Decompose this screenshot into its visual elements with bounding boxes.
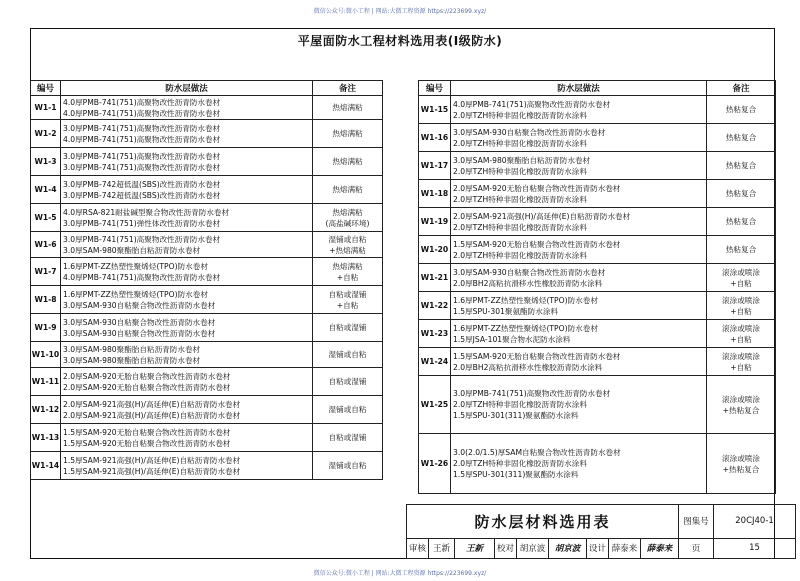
row-code: W1-3 [31,148,61,176]
row-method [451,292,707,320]
row-method [61,96,313,120]
row-note [707,152,776,180]
table-row [31,452,383,480]
check-label: 校对 [495,538,517,558]
note-line: 滚涂或喷涂 [722,295,760,305]
row-method [61,204,313,232]
row-code: W1-13 [31,424,61,452]
row-code: W1-8 [31,286,61,314]
review-name: 王新 [429,538,455,558]
note-line: +自粘 [336,272,359,282]
note-line: 湿铺或自粘 [328,234,367,244]
row-note [313,120,383,148]
method-line: 3.0厚SAM-930自粘聚合物改性沥青防水卷材 [453,127,606,137]
note-line: 自粘或湿铺 [328,289,367,299]
table-row [31,232,383,258]
note-line: +自粘 [730,278,752,288]
row-code: W1-14 [31,452,61,480]
method-line: 4.0厚RSA-821耐盐碱型聚合物改性沥青防水卷材 [63,207,230,217]
method-line: 2.0厚TZH特种非固化橡胶沥青防水涂料 [453,459,587,468]
atlas-number: 20CJ40-1 [714,505,796,539]
method-line: 3.0厚SAM-930自粘聚合物改性沥青防水卷材 [63,300,216,310]
row-method [451,348,707,376]
check-name: 胡京波 [517,538,549,558]
row-method [61,286,313,314]
row-code: W1-19 [419,208,451,236]
atlas-label: 图集号 [679,505,714,539]
row-method [451,180,707,208]
table-row [419,376,776,434]
row-method [451,96,707,124]
table-row [419,208,776,236]
row-note [313,424,383,452]
method-line: 3.0厚PMB-742超低温(SBS)改性沥青防水卷材 [63,190,221,200]
note-line: +热熔满粘 [329,245,366,255]
note-line: 热熔满粘 [332,185,363,194]
note-line: 湿铺或自粘 [328,350,367,359]
design-name: 薛泰来 [609,538,641,558]
row-note [707,96,776,124]
note-line: 热粘复合 [725,133,757,142]
header-code: 编号 [419,81,451,96]
page-number: 15 [714,538,796,558]
header-method: 防水层做法 [61,81,313,96]
review-signature: 王新 [455,538,495,558]
note-line: 自粘或湿铺 [328,323,367,332]
row-method [61,314,313,342]
row-note [313,452,383,480]
method-line: 2.0厚SAM-921高强(H)/高延伸(E)自粘沥青防水卷材 [63,410,241,420]
row-code: W1-23 [419,320,451,348]
row-note [313,176,383,204]
row-note [313,368,383,396]
method-line: 1.5厚SAM-920无胎自粘聚合物改性沥青防水卷材 [453,351,621,361]
design-signature: 薛泰来 [641,538,679,558]
method-line: 1.5厚SAM-921高强(H)/高延伸(E)自粘沥青防水卷材 [63,466,241,476]
note-line: 热熔满粘 [332,207,363,217]
method-line: 1.5厚SAM-921高强(H)/高延伸(E)自粘沥青防水卷材 [63,455,241,465]
note-line: 滚涂或喷涂 [722,267,760,277]
row-method [451,434,707,494]
method-line: 3.0厚SAM-930自粘聚合物改性沥青防水卷材 [63,328,216,338]
row-code: W1-9 [31,314,61,342]
method-line: 1.6厚PMT-ZZ热塑性聚烯烃(TPO)防水卷材 [63,289,208,299]
materials-table-right [418,80,776,494]
header-note: 备注 [707,81,776,96]
method-line: 2.0厚SAM-920无胎自粘聚合物改性沥青防水卷材 [453,183,621,193]
method-line: 4.0厚PMB-741(751)高聚物改性沥青防水卷材 [453,99,611,109]
row-method [61,452,313,480]
method-line: 1.6厚PMT-ZZ热塑性聚烯烃(TPO)防水卷材 [453,295,598,305]
method-line: 4.0厚PMB-741(751)高聚物改性沥青防水卷材 [63,97,221,107]
row-method [451,208,707,236]
note-line: 自粘或湿铺 [328,433,367,442]
table-row [419,348,776,376]
table-row [419,292,776,320]
row-code: W1-11 [31,368,61,396]
table-row [31,258,383,286]
row-note [313,204,383,232]
row-code: W1-20 [419,236,451,264]
row-method [451,236,707,264]
note-line: 热熔满粘 [332,157,363,166]
row-method [61,396,313,424]
method-line: 3.0厚PMB-741(751)弹性体改性沥青防水卷材 [63,218,221,228]
note-line: +自粘 [730,306,752,316]
row-code: W1-6 [31,232,61,258]
note-line: +热粘复合 [722,405,760,415]
method-line: 2.0厚TZH特种非固化橡胶沥青防水涂料 [453,194,587,204]
table-row [31,148,383,176]
method-line: 3.0厚SAM-980聚酯胎自粘沥青防水卷材 [63,355,201,365]
note-line: 滚涂或喷涂 [722,351,760,361]
design-label: 设计 [587,538,609,558]
table-row [31,424,383,452]
table-row [419,434,776,494]
method-line: 4.0厚PMB-741(751)高聚物改性沥青防水卷材 [63,108,221,118]
row-note [707,264,776,292]
note-line: +自粘 [730,362,752,372]
row-method [451,376,707,434]
title-block [406,504,796,559]
method-line: 1.5厚SPU-301(311)聚氨酯防水涂料 [453,411,579,420]
review-label: 审核 [407,538,429,558]
method-line: 1.6厚PMT-ZZ热塑性聚烯烃(TPO)防水卷材 [453,323,598,333]
header-method: 防水层做法 [451,81,707,96]
table-row [31,286,383,314]
table-row [419,264,776,292]
row-method [61,232,313,258]
note-line: (高盐碱环境) [325,218,370,228]
row-note [707,124,776,152]
row-method [61,148,313,176]
table-row [31,120,383,148]
method-line: 1.5厚SPU-301聚氨酯防水涂料 [453,306,559,316]
method-line: 3.0厚PMB-741(751)高聚物改性沥青防水卷材 [453,389,611,398]
row-method [61,120,313,148]
table-row [31,342,383,368]
method-line: 1.5厚SAM-920无胎自粘聚合物改性沥青防水卷材 [453,239,621,249]
row-note [707,236,776,264]
row-note [707,376,776,434]
row-note [707,320,776,348]
row-code: W1-1 [31,96,61,120]
method-line: 1.5厚JSA-101聚合物水泥防水涂料 [453,334,571,344]
row-method [451,152,707,180]
note-line: 热熔满粘 [332,261,363,271]
row-note [313,258,383,286]
note-line: 热粘复合 [725,217,757,226]
row-code: W1-25 [419,376,451,434]
row-note [313,396,383,424]
row-note [313,232,383,258]
row-method [61,176,313,204]
table-row [419,152,776,180]
method-line: 3.0厚SAM-980聚酯胎自粘沥青防水卷材 [63,245,201,255]
note-line: +自粘 [730,334,752,344]
table-row [419,124,776,152]
method-line: 4.0厚PMB-741(751)高聚物改性沥青防水卷材 [63,134,221,144]
table-row [31,96,383,120]
method-line: 2.0厚BH2高粘抗滑移水性橡胶沥青防水涂料 [453,362,603,372]
method-line: 3.0厚PMB-741(751)高聚物改性沥青防水卷材 [63,123,221,133]
row-code: W1-7 [31,258,61,286]
note-line: 湿铺或自粘 [328,461,367,470]
table-row [419,236,776,264]
row-method [61,342,313,368]
method-line: 3.0厚PMB-741(751)高聚物改性沥青防水卷材 [63,234,221,244]
row-code: W1-18 [419,180,451,208]
method-line: 3.0厚PMB-742超低温(SBS)改性沥青防水卷材 [63,179,221,189]
note-line: 滚涂或喷涂 [722,323,760,333]
row-method [451,320,707,348]
row-code: W1-16 [419,124,451,152]
note-line: 热粘复合 [725,245,757,254]
method-line: 4.0厚PMB-741(751)高聚物改性沥青防水卷材 [63,272,221,282]
row-note [313,342,383,368]
method-line: 2.0厚BH2高粘抗滑移水性橡胶沥青防水涂料 [453,278,603,288]
row-method [61,258,313,286]
row-code: W1-12 [31,396,61,424]
check-signature: 胡京波 [549,538,587,558]
row-method [61,424,313,452]
note-line: 热粘复合 [725,161,757,170]
method-line: 3.0厚PMB-741(751)高聚物改性沥青防水卷材 [63,162,221,172]
method-line: 2.0厚SAM-921高强(H)/高延伸(E)自粘沥青防水卷材 [63,399,241,409]
row-code: W1-17 [419,152,451,180]
method-line: 3.0厚SAM-930自粘聚合物改性沥青防水卷材 [63,317,216,327]
row-code: W1-10 [31,342,61,368]
row-code: W1-15 [419,96,451,124]
row-note [313,286,383,314]
note-line: 滚涂或喷涂 [722,453,760,463]
method-line: 2.0厚TZH特种非固化橡胶沥青防水涂料 [453,138,587,148]
method-line: 2.0厚TZH特种非固化橡胶沥青防水涂料 [453,110,587,120]
note-line: +热粘复合 [722,464,760,474]
note-line: 热粘复合 [725,105,757,114]
table-row [419,180,776,208]
method-line: 2.0厚TZH特种非固化橡胶沥青防水涂料 [453,250,587,260]
row-method [451,264,707,292]
row-code: W1-21 [419,264,451,292]
watermark-top: 微信公众号:微小工程 | 网站:大微工程资源 https://223699.xyz/ [313,8,487,15]
note-line: +自粘 [336,300,359,310]
method-line: 2.0厚TZH特种非固化橡胶沥青防水涂料 [453,400,587,409]
table-row [31,368,383,396]
row-note [313,96,383,120]
row-note [313,148,383,176]
note-line: 湿铺或自粘 [328,405,367,414]
drawing-title: 防水层材料选用表 [407,505,679,539]
method-line: 2.0厚SAM-920无胎自粘聚合物改性沥青防水卷材 [63,382,231,392]
page-title: 平屋面防水工程材料选用表(Ⅰ级防水) [297,34,503,48]
row-note [313,314,383,342]
materials-table-left [30,80,383,480]
header-code: 编号 [31,81,61,96]
method-line: 1.6厚PMT-ZZ热塑性聚烯烃(TPO)防水卷材 [63,261,208,271]
note-line: 热粘复合 [725,189,757,198]
method-line: 2.0厚TZH特种非固化橡胶沥青防水涂料 [453,166,587,176]
row-code: W1-2 [31,120,61,148]
method-line: 2.0厚SAM-920无胎自粘聚合物改性沥青防水卷材 [63,371,231,381]
row-code: W1-5 [31,204,61,232]
method-line: 1.5厚SAM-920无胎自粘聚合物改性沥青防水卷材 [63,427,231,437]
note-line: 滚涂或喷涂 [722,394,760,404]
note-line: 热熔满粘 [332,129,363,138]
method-line: 3.0厚PMB-741(751)高聚物改性沥青防水卷材 [63,151,221,161]
row-note [707,180,776,208]
method-line: 2.0厚SAM-921高强(H)/高延伸(E)自粘沥青防水卷材 [453,211,631,221]
table-row [31,314,383,342]
table-row [419,320,776,348]
row-note [707,292,776,320]
row-code: W1-4 [31,176,61,204]
method-line: 3.0厚SAM-980聚酯胎自粘沥青防水卷材 [453,155,591,165]
page-label: 页 [679,538,714,558]
row-code: W1-22 [419,292,451,320]
method-line: 2.0厚TZH特种非固化橡胶沥青防水涂料 [453,222,587,232]
table-row [31,396,383,424]
table-row [31,176,383,204]
note-line: 热熔满粘 [332,103,363,112]
method-line: 3.0厚SAM-980聚酯胎自粘沥青防水卷材 [63,344,201,354]
method-line: 1.5厚SPU-301(311)聚氨酯防水涂料 [453,470,579,479]
row-note [707,348,776,376]
row-method [451,124,707,152]
row-note [707,208,776,236]
row-note [707,434,776,494]
header-note: 备注 [313,81,383,96]
row-code: W1-24 [419,348,451,376]
table-row [31,204,383,232]
table-row [419,96,776,124]
note-line: 自粘或湿铺 [328,377,367,386]
watermark-bottom: 微信公众号:微小工程 | 网站:大微工程资源 https://223699.xyz/ [313,570,487,577]
method-line: 3.0厚SAM-930自粘聚合物改性沥青防水卷材 [453,267,606,277]
method-line: 3.0(2.0/1.5)厚SAM自粘聚合物改性沥青防水卷材 [453,448,621,457]
method-line: 1.5厚SAM-920无胎自粘聚合物改性沥青防水卷材 [63,438,231,448]
row-code: W1-26 [419,434,451,494]
row-method [61,368,313,396]
